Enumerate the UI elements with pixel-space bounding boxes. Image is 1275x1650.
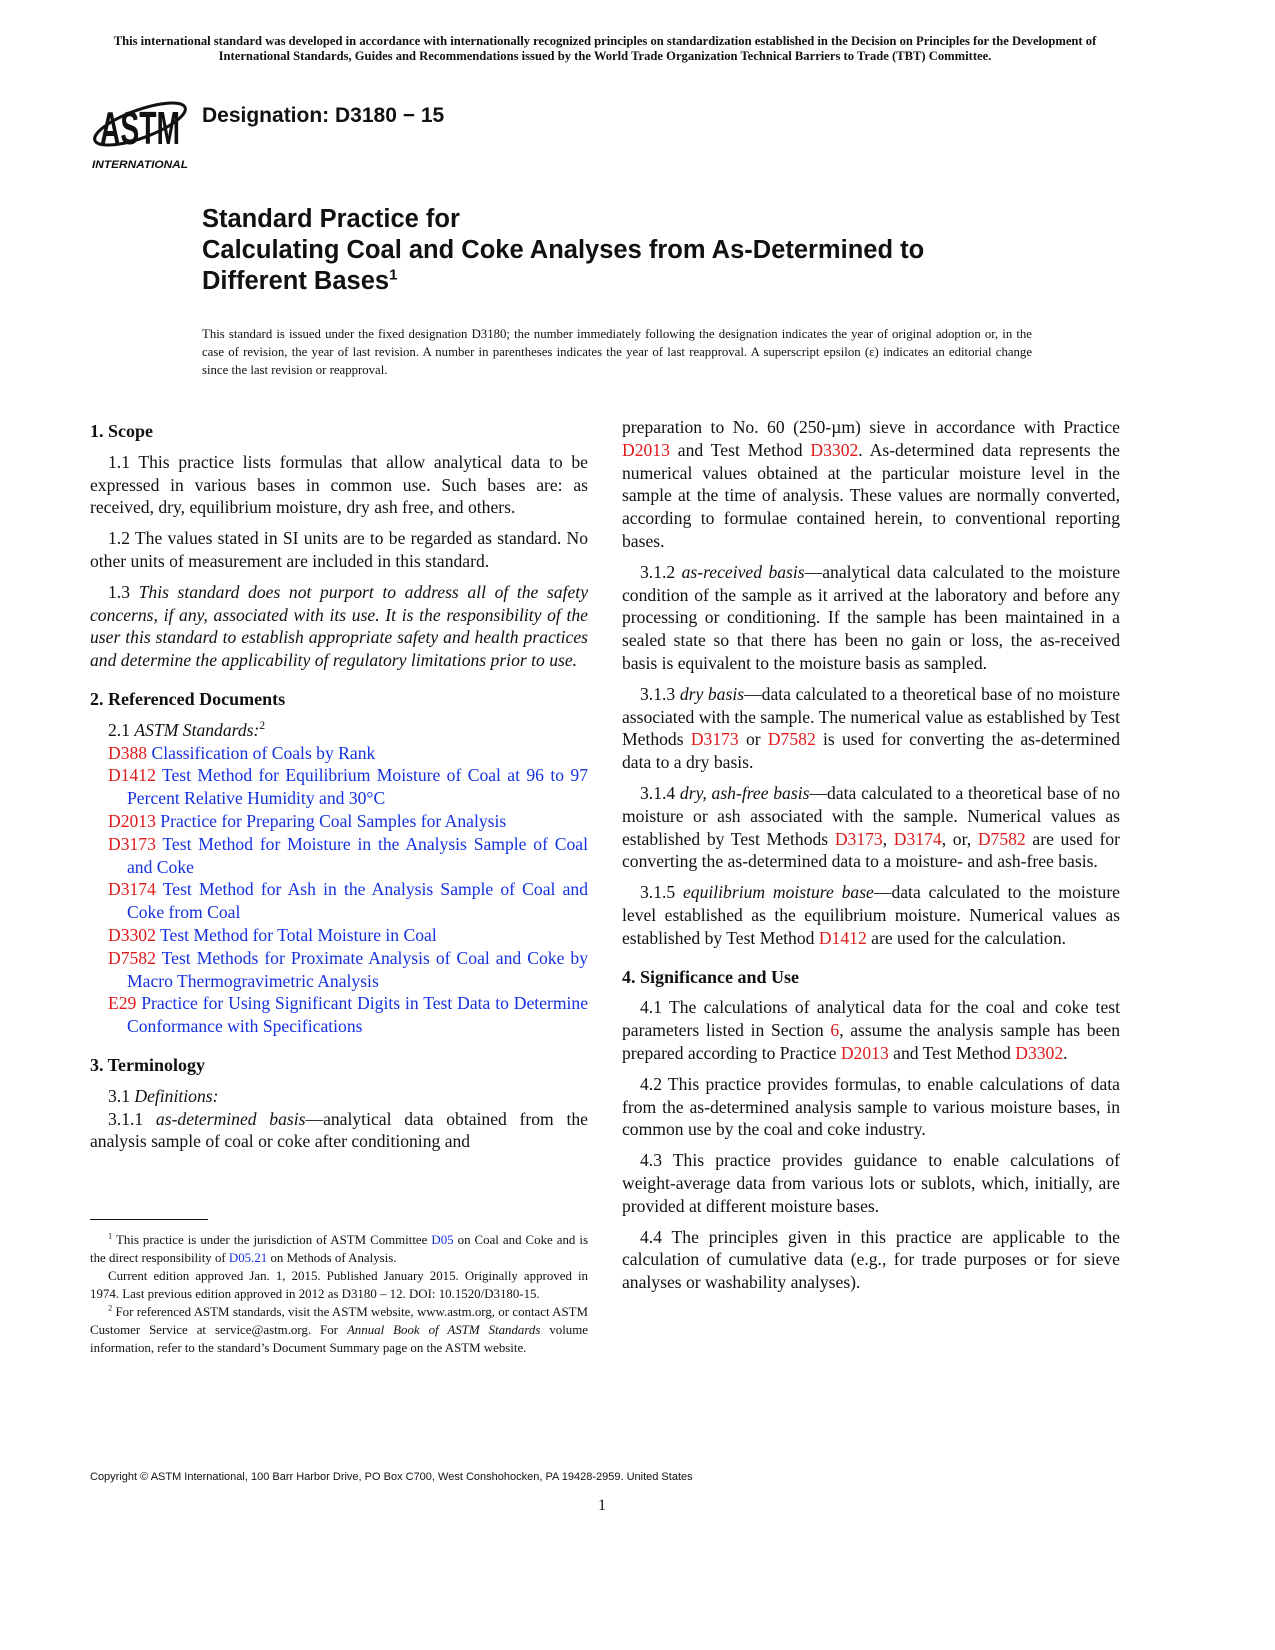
text-run: , [882, 828, 894, 849]
paragraph [622, 782, 1120, 873]
text-run: 1.3 [108, 581, 139, 602]
text-run: preparation to No. 60 (250-µm) sieve in accordance with Practice [622, 417, 1120, 437]
footnotes [90, 1231, 588, 1357]
paragraph [90, 1267, 588, 1303]
text-run: 4. Significance and Use [622, 966, 800, 987]
text-run: dry, ash-free basis [679, 782, 810, 803]
reference-item [90, 833, 588, 879]
document-link[interactable]: D1412 [108, 765, 156, 786]
text-run: 3.1.2 [640, 561, 682, 582]
text-run: 2.1 [108, 719, 135, 740]
paragraph [622, 416, 1120, 553]
text-run: 3.1.1 [108, 1108, 156, 1129]
paragraph [90, 451, 588, 519]
text-run: 4.1 The calculations of analytical data for the coal and coke test parameters listed in Section [622, 997, 1120, 1041]
text-run: are used for converting the as-determined data to a moisture- and ash-free basis. [622, 828, 1120, 872]
text-run: . [1063, 1042, 1068, 1063]
text-run: For referenced ASTM standards, visit the ASTM website, www.astm.org, or contact ASTM Customer Service at service@astm.org. For [90, 1305, 588, 1337]
text-run: are used for the calculation. [866, 927, 1067, 948]
text-run: 4.4 The principles given in this practice are applicable to the calculation of cumulative data (e.g., for trade purposes or for sieve analyses or washability analyses). [622, 1226, 1120, 1293]
document-title [202, 204, 924, 297]
left-column [90, 416, 588, 1161]
reference-item [90, 924, 588, 947]
wto-notice: This international standard was developed in accordance with internationally recognized principles on standardization established in the Decision on Principles for the Development of International Standards, Guides and Recommendations issued by the World Trade Organization Technical Barriers to Trade (TBT) Committee. [113, 34, 1097, 63]
right-column [622, 416, 1120, 1302]
document-link[interactable]: Test Method for Total Moisture in Coal [155, 924, 437, 945]
document-link[interactable]: D7582 [108, 947, 156, 968]
page-number: 1 [598, 1497, 606, 1514]
text-run: —data calculated to a theoretical base of no moisture or ash associated with the sample. Numerical values as established by Test Methods [622, 782, 1120, 849]
text-run: 4.2 This practice provides formulas, to enable calculations of data from the as-determined analysis sample to various moisture bases, in common use by the coal and coke industry. [622, 1073, 1120, 1140]
svg-text:INTERNATIONAL: INTERNATIONAL [92, 159, 189, 171]
paragraph [90, 581, 588, 672]
copyright: Copyright © ASTM International, 100 Barr Harbor Drive, PO Box C700, West Conshohocken, PA 19428-2959. United States [90, 1471, 693, 1483]
text-run: , assume the analysis sample has been prepared according to Practice [622, 1020, 1121, 1063]
text-run: 4.3 This practice provides guidance to enable calculations of weight-average data from various lots or sublots, which, initially, are provided at different moisture bases. [622, 1150, 1120, 1216]
document-link[interactable]: D3174 [893, 828, 942, 849]
paragraph [622, 881, 1120, 949]
document-link[interactable]: E29 [108, 993, 137, 1014]
text-run: 2. Referenced Documents [90, 688, 286, 709]
text-run: 3.1.3 [640, 683, 680, 704]
document-link[interactable]: Classification of Coals by Rank [147, 742, 376, 763]
text-run: 3.1.4 [640, 782, 680, 803]
section-heading [90, 420, 588, 443]
document-link[interactable]: D05 [431, 1233, 454, 1247]
text-run: This practice is under the jurisdiction of ASTM Committee [112, 1233, 432, 1247]
text-run: 1. Scope [90, 421, 153, 441]
svg-text:ASTM: ASTM [100, 102, 180, 154]
document-link[interactable]: D388 [108, 742, 148, 763]
text-run: . As-determined data represents the numerical values obtained at the particular moisture level in the sample at the time of analysis. These values are normally converted, according to formulae contained herein, to conventional reporting bases. [622, 439, 1120, 551]
document-link[interactable]: D3173 [834, 828, 883, 849]
text-run: 3.1 [108, 1085, 135, 1106]
reference-item [90, 947, 588, 993]
footnote-divider [90, 1219, 208, 1220]
document-link[interactable]: 6 [830, 1020, 840, 1041]
text-run: —analytical data calculated to the moisture condition of the sample as it arrived at the laboratory and before any processing or conditioning. If the sample has been maintained in a sealed state so that there has been no gain or loss, the as-received basis is equivalent to the moisture basis as sampled. [622, 561, 1121, 673]
paragraph [622, 1073, 1120, 1141]
title-line-3-text: Different Bases [202, 267, 390, 295]
document-link[interactable]: Test Method for Equilibrium Moisture of Coal at 96 to 97 Percent Relative Humidity and 30°C [127, 765, 588, 809]
section-heading [90, 1054, 588, 1077]
text-run: Annual Book of ASTM Standards [346, 1323, 541, 1337]
document-link[interactable]: D2013 [108, 810, 156, 831]
document-link[interactable]: D7582 [977, 828, 1026, 849]
text-run: volume information, refer to the standard’s Document Summary page on the ASTM website. [90, 1323, 588, 1355]
paragraph [622, 683, 1120, 774]
text-run: 1.1 This practice lists formulas that allow analytical data to be expressed in various bases in common use. Such bases are: as received, dry, equilibrium moisture, dry ash free, and others. [90, 451, 588, 518]
document-link[interactable]: D05.21 [228, 1251, 268, 1265]
text-run: 3.1.5 [640, 882, 683, 903]
text-run: on Methods of Analysis. [267, 1251, 397, 1265]
text-run: —analytical data obtained from the analysis sample of coal or coke after conditioning and [90, 1108, 588, 1152]
text-run: 3. Terminology [90, 1054, 206, 1075]
document-link[interactable]: Practice for Using Significant Digits in Test Data to Determine Conformance with Specifications [127, 993, 588, 1037]
footnote-ref: 1 [108, 1231, 113, 1241]
reference-item [90, 878, 588, 924]
paragraph [622, 996, 1120, 1064]
text-run: is used for converting the as-determined data to a dry basis. [622, 729, 1121, 773]
document-link[interactable]: Test Method for Ash in the Analysis Sample of Coal and Coke from Coal [127, 879, 588, 923]
paragraph [90, 527, 588, 573]
paragraph [90, 1303, 588, 1357]
text-run: Current edition approved Jan. 1, 2015. Published January 2015. Originally approved in 1974. Last previous edition approved in 2012 as D3180 – 12. DOI: 10.1520/D3180-15. [90, 1269, 588, 1301]
document-link[interactable]: D3302 [810, 439, 859, 460]
document-link[interactable]: D2013 [840, 1042, 889, 1063]
reference-item [90, 992, 588, 1038]
text-run: as-determined basis [155, 1108, 306, 1129]
text-run: equilibrium moisture base [682, 882, 874, 903]
text-run: on Coal and Coke and is the direct responsibility of [90, 1233, 588, 1265]
section-heading [90, 688, 588, 711]
document-link[interactable]: D2013 [622, 439, 670, 460]
footnote-ref: 2 [259, 719, 266, 732]
text-run: and Test Method [669, 439, 811, 460]
reference-item [90, 742, 588, 765]
paragraph [622, 1149, 1120, 1217]
text-run: , or, [941, 828, 978, 849]
designation: Designation: D3180 − 15 [202, 104, 445, 127]
text-run: 1.2 The values stated in SI units are to be regarded as standard. No other units of measurement are included in this standard. [90, 528, 588, 571]
text-run: —data calculated to the moisture level established as the equilibrium moisture. Numerical values as established by Test Method [622, 882, 1120, 948]
text-run: This standard does not purport to address all of the safety concerns, if any, associated with its use. It is the responsibility of the user this standard to establish appropriate safety and health practices and determine the applicability of regulatory limitations prior to use. [90, 581, 589, 671]
astm-logo [90, 84, 190, 172]
title-footnote-ref: 1 [389, 266, 398, 284]
issuance-note: This standard is issued under the fixed designation D3180; the number immediately following the designation indicates the year of original adoption or, in the case of revision, the year of last revision. A number in parentheses indicates the year of last reapproval. A superscript epsilon (ε) indicates an editorial change since the last revision or reapproval. [202, 327, 1032, 377]
document-link[interactable]: D7582 [767, 729, 816, 750]
document-link[interactable]: Practice for Preparing Coal Samples for Analysis [155, 810, 507, 831]
document-link[interactable]: D3173 [690, 729, 739, 750]
document-link[interactable]: D3174 [108, 879, 156, 900]
reference-item [90, 764, 588, 810]
paragraph [90, 1085, 588, 1108]
paragraph [622, 561, 1120, 675]
text-run: ASTM Standards: [134, 719, 260, 740]
text-run: Definitions: [134, 1085, 219, 1106]
text-run: dry basis [679, 683, 745, 704]
title-line-2: Calculating Coal and Coke Analyses from As-Determined to [202, 236, 925, 264]
paragraph [90, 1108, 588, 1154]
footnote-ref: 2 [108, 1303, 113, 1313]
text-run: and Test Method [888, 1042, 1016, 1063]
section-heading [622, 966, 1120, 989]
text-run: or [738, 729, 768, 750]
document-link[interactable]: D3302 [108, 924, 156, 945]
reference-item [90, 810, 588, 833]
document-link[interactable]: Test Method for Moisture in the Analysis Sample of Coal and Coke [127, 833, 588, 877]
document-link[interactable]: D3302 [1015, 1042, 1064, 1063]
paragraph [622, 1226, 1120, 1294]
document-link[interactable]: D3173 [108, 833, 156, 854]
paragraph [90, 1231, 588, 1267]
text-run: —data calculated to a theoretical base of no moisture associated with the sample. The numerical value as established by Test Methods [622, 683, 1121, 750]
document-link[interactable]: Test Methods for Proximate Analysis of Coal and Coke by Macro Thermogravimetric Analysis [127, 947, 588, 991]
paragraph [90, 719, 588, 742]
document-link[interactable]: D1412 [818, 927, 867, 948]
title-line-1: Standard Practice for [202, 205, 460, 233]
title-line-3 [202, 266, 924, 297]
text-run: as-received basis [681, 561, 805, 582]
